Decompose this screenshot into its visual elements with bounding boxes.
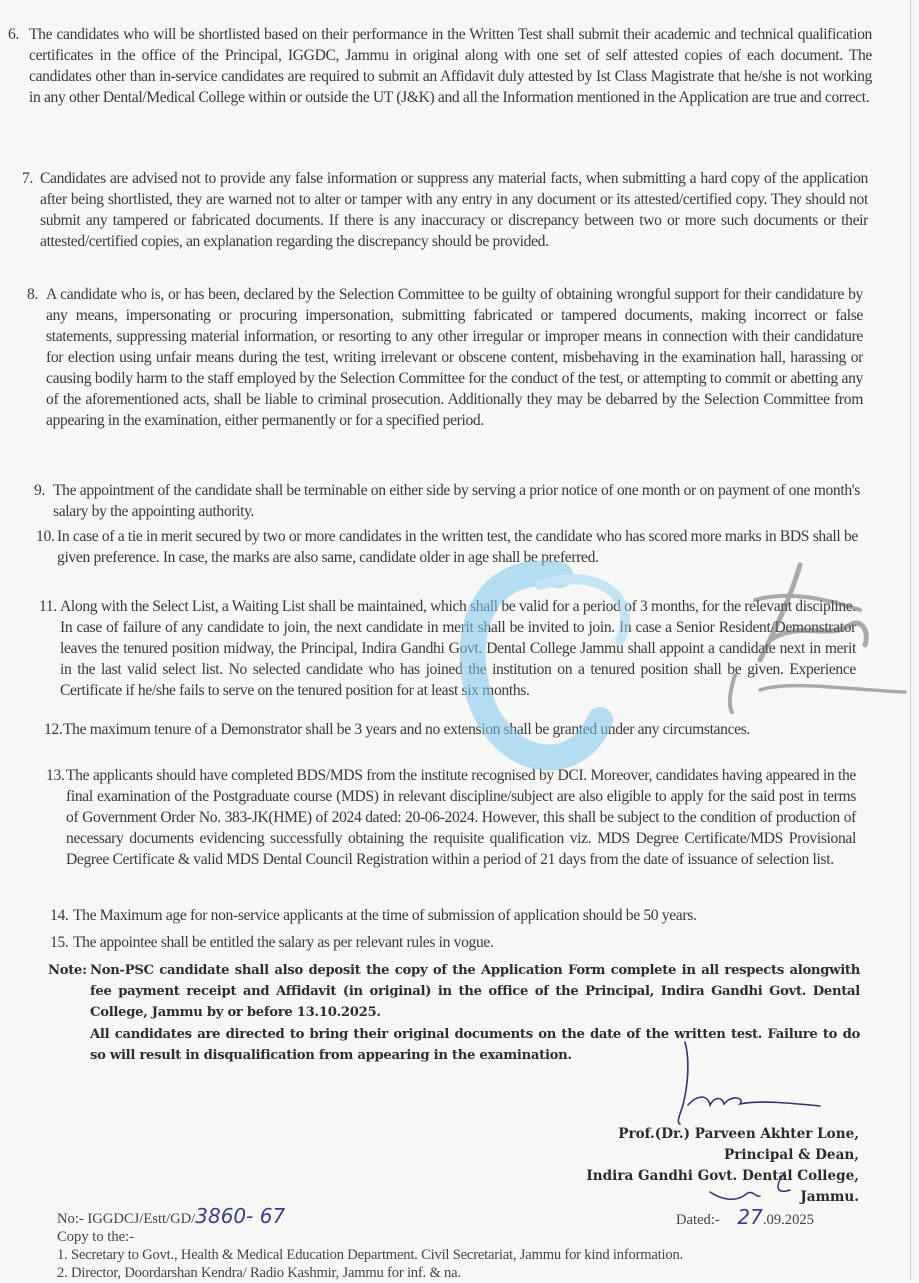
signatory-city: Jammu.: [800, 1189, 859, 1205]
reference-number: [57, 1204, 286, 1229]
point-text: The candidates who will be shortlisted based on their performance in the Written Test shall submit their academic and technical qualification certificates in the office of the Principal, IGGDC, Jammu in original along with one set of self attested copies of each document. The candidates other than in-service candidates are required to submit an Affidavit duly attested by Ist Class Magistrate that he/she is not working in any other Dental/Medical College within or outside the UT (J&K) and all the Information mentioned in the Application are true and correct.: [29, 26, 872, 106]
point-text: A candidate who is, or has been, declared by the Selection Committee to be guilty of obtaining wrongful support for their candidature by any means, impersonating or procuring impersonation, submitting fabricated or tampered documents, making incorrect or false statements, suppressing material information, or resorting to any other irregular or improper means in connection with their candidature for election using unfair means during the test, writing irrelevant or obscene content, misbehaving in the examination hall, harassing or causing bodily harm to the staff employed by the Selection Committee for the conduct of the test, or attempting to commit or abetting any of the aforementioned acts, shall be liable to criminal prosecution. Additionally they may be debarred by the Selection Committee from appearing in the examination, either permanently or for a specified period.: [46, 286, 863, 429]
page-edge: [910, 0, 911, 1280]
point-text: The Maximum age for non-service applicants at the time of submission of application should be 50 years.: [73, 907, 697, 924]
point-text: The maximum tenure of a Demonstrator shall be 3 years and no extension shall be granted under any circumstances.: [63, 721, 750, 738]
copy-to-item-2: 2. Director, Doordarshan Kendra/ Radio Kashmir, Jammu for inf. & na.: [57, 1265, 461, 1281]
point-7: [22, 168, 868, 252]
point-11: [39, 596, 856, 701]
point-number: 6.: [8, 26, 19, 43]
point-10: [36, 526, 858, 568]
point-6: [8, 24, 872, 108]
point-15: [50, 932, 860, 953]
point-12: [44, 719, 854, 740]
point-number: 7.: [22, 170, 33, 187]
dated-line: [676, 1205, 814, 1230]
point-text: In case of a tie in merit secured by two or more candidates in the written test, the candidate who has scored more marks in BDS shall be given preference. In case, the marks are also same, candidate older in age shall be preferred.: [57, 528, 858, 566]
point-number: 11.: [39, 598, 57, 615]
point-number: 10.: [36, 528, 55, 545]
point-number: 9.: [34, 482, 45, 499]
point-text: Candidates are advised not to provide any false information or suppress any material facts, when submitting a hard copy of the application after being shortlisted, they are warned not to alter or tamper with any entry in any document or its attested/certified copy. They should not submit any tampered or fabricated documents. If there is any inaccuracy or discrepancy between two or more such documents or their attested/certified copies, an explanation regarding the discrepancy should be provided.: [40, 170, 868, 250]
point-text: The appointment of the candidate shall be terminable on either side by serving a prior notice of one month or on payment of one month's salary by the appointing authority.: [53, 482, 860, 520]
point-text: The appointee shall be entitled the salary as per relevant rules in vogue.: [73, 934, 494, 951]
note-instruction: [90, 1024, 860, 1066]
point-number: 15.: [50, 934, 69, 951]
point-number: 13.: [46, 767, 65, 784]
note-text: Non-PSC candidate shall also deposit the copy of the Application Form complete in all respects alongwith fee payment receipt and Affidavit (in original) in the office of the Principal, Indira Gandhi Govt. Dental College, Jammu by or before 13.10.2025.: [90, 963, 860, 1020]
point-text: Along with the Select List, a Waiting List shall be maintained, which shall be valid for a period of 3 months, for the relevant discipline. In case of failure of any candidate to join, the next candidate in merit shall be invited to join. In case a Senior Resident/Demonstrator leaves the tenured position midway, the Principal, Indira Gandhi Govt. Dental College Jammu shall appoint a candidate next in merit in the last valid select list. No selected candidate who has joined the institution on a tenured position shall be given. Experience Certificate if he/she fails to serve on the tenured position for at least six months.: [60, 598, 856, 699]
signatory-institution: Indira Gandhi Govt. Dental College,: [586, 1168, 859, 1184]
point-14: [50, 905, 860, 926]
handwritten-reference-number: 3860- 67: [195, 1204, 286, 1228]
point-number: 8.: [27, 286, 38, 303]
note-block: [48, 960, 860, 1023]
point-13: [46, 765, 856, 870]
signatory-block: [586, 1124, 859, 1208]
instruction-text: All candidates are directed to bring their original documents on the date of the written test. Failure to do so will result in disqualification from appearing in the examination.: [90, 1027, 860, 1063]
point-8: [27, 284, 863, 431]
dated-rest: .09.2025: [762, 1212, 814, 1228]
handwritten-day: 27: [737, 1205, 763, 1229]
note-label: Note:: [48, 963, 87, 978]
point-text: The applicants should have completed BDS/MDS from the institute recognised by DCI. Moreover, candidates having appeared in the final examination of the Postgraduate course (MDS) in relevant discipline/subject are also eligible to apply for the said post in terms of Government Order No. 383-JK(HME) of 2024 dated: 20-06-2024. However, this shall be subject to the condition of production of necessary documents evidencing successfully obtaining the requisite qualification viz. MDS Degree Certificate/MDS Provisional Degree Certificate & valid MDS Dental Council Registration within a period of 21 days from the date of issuance of selection list.: [66, 767, 856, 868]
point-number: 14.: [50, 907, 69, 924]
reference-number-label: No:- IGGDCJ/Estt/GD/: [57, 1211, 196, 1227]
point-9: [34, 480, 860, 522]
signatory-designation: Principal & Dean,: [724, 1147, 859, 1163]
copy-to-item-1: 1. Secretary to Govt., Health & Medical Education Department. Civil Secretariat, Jammu for kind information.: [57, 1247, 684, 1263]
point-number: 12.: [44, 721, 63, 738]
signatory-name: Prof.(Dr.) Parveen Akhter Lone,: [618, 1126, 859, 1142]
dated-label: Dated:-: [676, 1212, 720, 1228]
copy-to-heading: Copy to the:-: [57, 1229, 135, 1245]
